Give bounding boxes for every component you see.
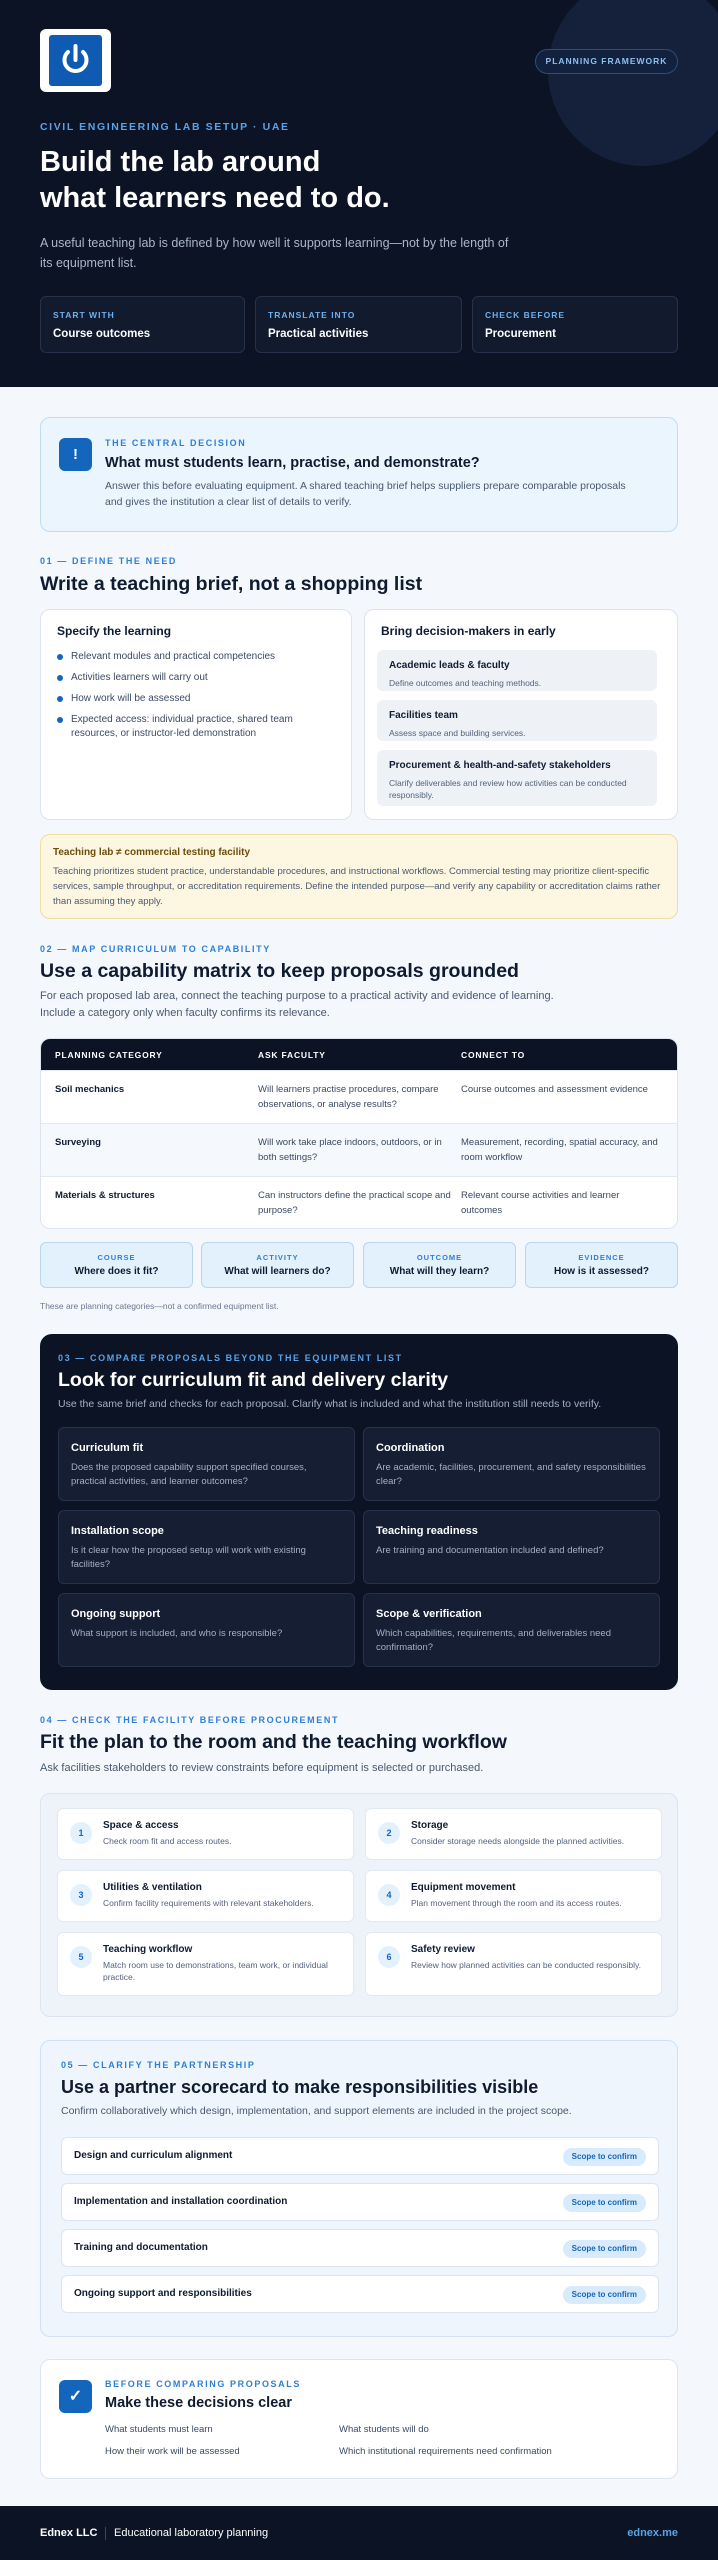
stakeholder-procurement (377, 750, 657, 806)
chip-value: What will learners do? (224, 1266, 331, 1277)
chip-key: COURSE (97, 1253, 136, 1262)
check-scope-verification (363, 1593, 660, 1667)
central-decision-card (40, 417, 678, 532)
chip-key: ACTIVITY (256, 1253, 299, 1262)
facility-item (365, 1870, 662, 1922)
subtitle-line: For each proposed lab area, connect the teaching purpose to a practical activity and evidence of learning. (40, 990, 554, 1002)
table-cell: Course outcomes and assessment evidence (461, 1084, 648, 1095)
check-desc: Is it clear how the proposed setup will work with existing facilities? (71, 1545, 306, 1570)
step-number: 4 (378, 1884, 400, 1906)
footer (0, 2506, 718, 2560)
list-item: How work will be assessed (57, 692, 357, 706)
step-start-with (40, 296, 245, 353)
decision-makers-card (364, 609, 678, 820)
step-key: CHECK BEFORE (485, 310, 566, 320)
decision-item: Which institutional requirements need confirmation (339, 2446, 552, 2457)
section1-eyebrow: 01 — DEFINE THE NEED (40, 556, 178, 566)
footer-divider (105, 2527, 106, 2540)
ednex-logo[interactable] (40, 29, 111, 92)
final-decisions-card (40, 2359, 678, 2479)
decision-makers-title: Bring decision-makers in early (381, 624, 556, 638)
footer-link[interactable]: ednex.me (627, 2527, 678, 2539)
step-value: Procurement (485, 328, 556, 340)
table-cell: Can instructors define the practical scope and purpose? (258, 1190, 451, 1216)
step-number: 1 (70, 1822, 92, 1844)
facility-item (365, 1808, 662, 1860)
section2-eyebrow: 02 — MAP CURRICULUM TO CAPABILITY (40, 944, 271, 954)
decision-eyebrow: THE CENTRAL DECISION (105, 438, 247, 448)
scope-badge: Scope to confirm (563, 2148, 646, 2166)
scorecard-row (61, 2275, 659, 2313)
hero-eyebrow: CIVIL ENGINEERING LAB SETUP · UAE (40, 121, 290, 133)
table-row (41, 1176, 678, 1229)
scorecard-row (61, 2183, 659, 2221)
chip-key: EVIDENCE (578, 1253, 625, 1262)
check-teaching-readiness (363, 1510, 660, 1584)
chip-value: How is it assessed? (553, 1266, 650, 1277)
check-desc: What support is included, and who is responsible? (71, 1628, 283, 1639)
learning-title: Specify the learning (57, 624, 172, 638)
scope-badge: Scope to confirm (563, 2286, 646, 2304)
check-coordination (363, 1427, 660, 1501)
hero-section (0, 0, 718, 387)
stakeholder-desc: Define outcomes and teaching methods. (389, 678, 542, 688)
section4-eyebrow: 04 — CHECK THE FACILITY BEFORE PROCUREMENT (40, 1715, 340, 1725)
facility-item (57, 1932, 354, 1996)
section5-subtitle: Confirm collaboratively which design, implementation, and support elements are included in the project scope. (61, 2105, 572, 2117)
facility-item (57, 1870, 354, 1922)
chip-value: What will they learn? (389, 1266, 490, 1277)
facility-desc: Confirm facility requirements with relevant stakeholders. (103, 1898, 314, 1908)
section4-subtitle: Ask facilities stakeholders to review constraints before equipment is selected or purchased. (40, 1762, 484, 1774)
check-desc: Which capabilities, requirements, and deliverables need confirmation? (376, 1628, 611, 1653)
facility-desc: Review how planned activities can be conducted responsibly. (411, 1960, 641, 1970)
scorecard-label: Training and documentation (74, 2242, 208, 2253)
check-title: Ongoing support (71, 1608, 161, 1620)
scorecard-label: Ongoing support and responsibilities (74, 2288, 252, 2299)
step-value: Practical activities (268, 328, 369, 340)
facility-desc: Consider storage needs alongside the planned activities. (411, 1836, 625, 1846)
section2-title: Use a capability matrix to keep proposals grounded (40, 960, 519, 982)
scorecard-row (61, 2229, 659, 2267)
compare-proposals-section (40, 1334, 678, 1690)
matrix-footnote: These are planning categories—not a confirmed equipment list. (40, 1301, 279, 1311)
check-installation-scope (58, 1510, 355, 1584)
section2-subtitle (40, 988, 678, 1022)
scorecard-label: Design and curriculum alignment (74, 2150, 233, 2161)
check-ongoing-support (58, 1593, 355, 1667)
check-curriculum-fit (58, 1427, 355, 1501)
section3-eyebrow: 03 — COMPARE PROPOSALS BEYOND THE EQUIPMENT LIST (58, 1353, 403, 1363)
scope-badge: Scope to confirm (563, 2194, 646, 2212)
scorecard-label: Implementation and installation coordination (74, 2196, 288, 2207)
stakeholder-facilities (377, 700, 657, 741)
decorative-circle (548, 0, 718, 166)
footer-company: Ednex LLC (40, 2527, 98, 2539)
note-body: Teaching prioritizes student practice, understandable procedures, and instructional workflows. Commercial testing may prioritize client-specific services, sample throughput, or accreditation requirements. Define the intended purpose—and verify any capability or accreditation claims rather than assuming they apply. (53, 866, 661, 907)
note-title: Teaching lab ≠ commercial testing facility (53, 847, 251, 858)
stakeholder-title: Facilities team (389, 710, 458, 721)
facility-title: Teaching workflow (103, 1944, 193, 1955)
section3-title: Look for curriculum fit and delivery clarity (58, 1369, 449, 1391)
check-title: Curriculum fit (71, 1442, 144, 1454)
step-check-before (472, 296, 678, 353)
column-header: ASK FACULTY (258, 1050, 326, 1060)
section3-subtitle: Use the same brief and checks for each proposal. Clarify what is included and what the institution still needs to verify. (58, 1398, 602, 1410)
scope-badge: Scope to confirm (563, 2240, 646, 2258)
stakeholder-title: Procurement & health-and-safety stakeholders (389, 760, 611, 771)
subtitle-line: Include a category only when faculty confirms its relevance. (40, 1007, 330, 1019)
decision-body: Answer this before evaluating equipment. A shared teaching brief helps suppliers prepare comparable proposals and gives the institution a clear list of details to verify. (105, 480, 626, 508)
table-cell: Measurement, recording, spatial accuracy, and room workflow (461, 1137, 658, 1163)
decision-item: What students must learn (105, 2424, 213, 2435)
learning-list (57, 650, 357, 748)
check-desc: Are training and documentation included and defined? (376, 1545, 604, 1556)
step-key: TRANSLATE INTO (268, 310, 356, 320)
final-title: Make these decisions clear (105, 2395, 292, 2411)
chip-course (40, 1242, 193, 1288)
chip-value: Where does it fit? (74, 1266, 159, 1277)
facility-title: Safety review (411, 1944, 475, 1955)
check-title: Installation scope (71, 1525, 164, 1537)
decision-title: What must students learn, practise, and demonstrate? (105, 455, 480, 471)
page-title (40, 144, 520, 216)
decision-item: What students will do (339, 2424, 429, 2435)
list-item: Relevant modules and practical competencies (57, 650, 357, 664)
teaching-lab-note (40, 834, 678, 919)
stakeholder-desc: Assess space and building services. (389, 728, 526, 738)
table-cell: Relevant course activities and learner outcomes (461, 1190, 620, 1216)
check-icon: ✓ (59, 2380, 92, 2413)
footer-tagline: Educational laboratory planning (114, 2527, 269, 2539)
decision-item: How their work will be assessed (105, 2446, 240, 2457)
facility-item (365, 1932, 662, 1996)
final-eyebrow: BEFORE COMPARING PROPOSALS (105, 2379, 301, 2389)
stakeholder-title: Academic leads & faculty (389, 660, 510, 671)
list-item: Activities learners will carry out (57, 671, 357, 685)
table-header (41, 1039, 678, 1070)
table-cell: Materials & structures (55, 1190, 155, 1201)
step-number: 6 (378, 1946, 400, 1968)
power-icon (49, 35, 102, 86)
facility-desc: Match room use to demonstrations, team work, or individual practice. (103, 1960, 328, 1982)
title-line-2: what learners need to do. (40, 182, 390, 214)
planning-framework-badge: PLANNING FRAMEWORK (535, 49, 678, 74)
facility-title: Space & access (103, 1820, 179, 1831)
column-header: PLANNING CATEGORY (55, 1050, 163, 1060)
step-number: 3 (70, 1884, 92, 1906)
chip-evidence (525, 1242, 678, 1288)
table-cell: Soil mechanics (55, 1084, 125, 1095)
section5-eyebrow: 05 — CLARIFY THE PARTNERSHIP (61, 2060, 256, 2070)
specify-learning-card (40, 609, 352, 820)
facility-item (57, 1808, 354, 1860)
section1-title: Write a teaching brief, not a shopping list (40, 573, 423, 595)
section4-title: Fit the plan to the room and the teaching workflow (40, 1731, 507, 1753)
facility-desc: Check room fit and access routes. (103, 1836, 232, 1846)
scorecard-row (61, 2137, 659, 2175)
check-title: Scope & verification (376, 1608, 482, 1620)
table-cell: Will learners practise procedures, compare observations, or analyse results? (258, 1084, 439, 1110)
step-value: Course outcomes (53, 328, 151, 340)
check-title: Coordination (376, 1442, 445, 1454)
table-cell: Surveying (55, 1137, 101, 1148)
hero-subtitle: A useful teaching lab is defined by how well it supports learning—not by the length of its equipment list. (40, 236, 509, 270)
table-cell: Will work take place indoors, outdoors, or in both settings? (258, 1137, 442, 1163)
chip-activity (201, 1242, 354, 1288)
check-title: Teaching readiness (376, 1525, 478, 1537)
chip-outcome (363, 1242, 516, 1288)
facility-desc: Plan movement through the room and its access routes. (411, 1898, 622, 1908)
facility-title: Equipment movement (411, 1882, 516, 1893)
facility-title: Storage (411, 1820, 449, 1831)
capability-matrix-table (40, 1038, 678, 1229)
table-row (41, 1070, 678, 1123)
list-item: Expected access: individual practice, shared team resources, or instructor-led demonstration (57, 713, 327, 741)
step-number: 5 (70, 1946, 92, 1968)
check-desc: Are academic, facilities, procurement, and safety responsibilities clear? (376, 1462, 646, 1487)
section5-title: Use a partner scorecard to make responsibilities visible (61, 2077, 539, 2097)
stakeholder-desc: Clarify deliverables and review how activities can be conducted responsibly. (389, 778, 627, 800)
facility-title: Utilities & ventilation (103, 1882, 202, 1893)
check-desc: Does the proposed capability support specified courses, practical activities, and learner outcomes? (71, 1462, 307, 1487)
column-header: CONNECT TO (461, 1050, 526, 1060)
step-number: 2 (378, 1822, 400, 1844)
step-key: START WITH (53, 310, 115, 320)
chip-key: OUTCOME (416, 1253, 463, 1262)
stakeholder-academic (377, 650, 657, 691)
facility-checklist (40, 1793, 678, 2017)
partner-scorecard-section (40, 2040, 678, 2337)
alert-icon: ! (59, 438, 92, 471)
title-line-1: Build the lab around (40, 146, 321, 178)
table-row (41, 1123, 678, 1176)
step-translate-into (255, 296, 462, 353)
